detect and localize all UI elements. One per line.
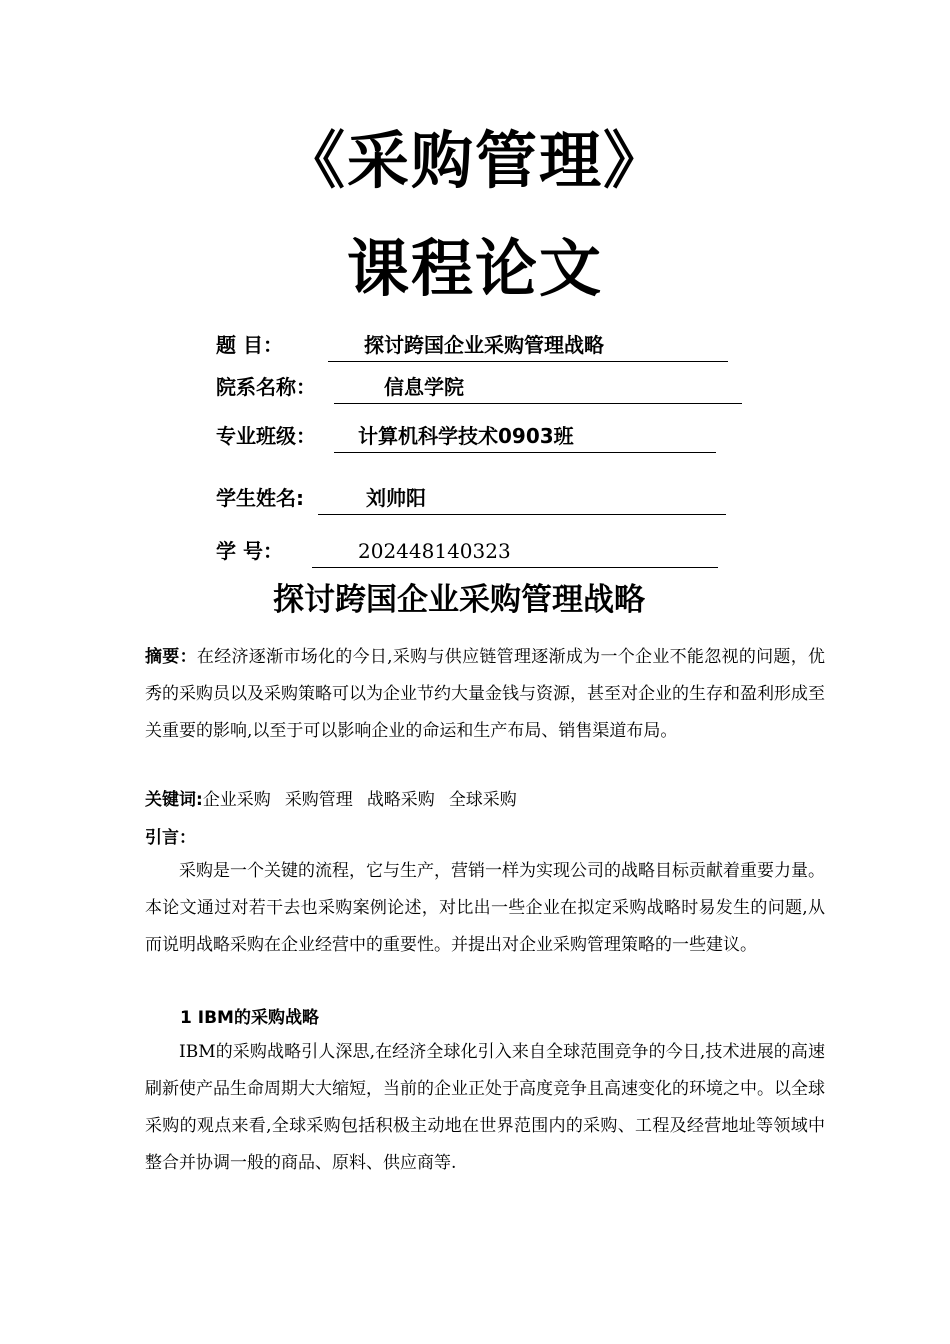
keywords-label: 关键词:: [145, 790, 203, 810]
field-label: 学生姓名:: [216, 486, 304, 510]
field-value: 探讨跨国企业采购管理战略: [364, 333, 604, 357]
field-value: 202448140323: [358, 539, 511, 563]
field-value-underline: [328, 330, 728, 362]
intro-heading: 引言：: [145, 828, 196, 848]
field-label: 学 号：: [216, 539, 283, 563]
section-heading: 1 IBM的采购战略: [180, 1008, 319, 1028]
keyword: 采购管理: [284, 790, 353, 810]
field-value: 刘帅阳: [366, 486, 426, 510]
field-label: 院系名称：: [216, 375, 316, 399]
field-value-underline: [334, 372, 742, 404]
field-value: 计算机科学技术0903班: [358, 424, 574, 448]
intro-paragraph: 采购是一个关键的流程，它与生产，营销一样为实现公司的战略目标贡献着重要力量。本论文通过对若干去也采购案例论述，对比出一些企业在拟定采购战略时易发生的问题,从而说明战略采购在企业经营中的重要性。并提出对企业采购管理策略的一些建议。: [145, 861, 825, 955]
abstract-label: 摘要：: [145, 647, 197, 667]
field-value: 信息学院: [384, 375, 464, 399]
cover-title-line1: 《采购管理》: [282, 124, 667, 197]
abstract-text: 在经济逐渐市场化的今日,采购与供应链管理逐渐成为一个企业不能忽视的问题，优秀的采购员以及采购策略可以为企业节约大量金钱与资源，甚至对企业的生存和盈利形成至关重要的影响,以至于可以影响企业的命运和生产布局、销售渠道布局。: [145, 647, 826, 741]
keyword: 战略采购: [366, 790, 435, 810]
article-title: 探讨跨国企业采购管理战略: [273, 582, 645, 618]
field-label: 题 目：: [216, 333, 283, 357]
section-paragraph: IBM的采购战略引人深思,在经济全球化引入来自全球范围竞争的今日,技术进展的高速刷新使产品生命周期大大缩短，当前的企业正处于高度竞争且高速变化的环境之中。以全球采购的观点来看,全球采购包括积极主动地在世界范围内的采购、工程及经营地址等领域中整合并协调一般的商品、原料、供应商等.: [145, 1042, 825, 1173]
cover-title-line2: 课程论文: [346, 232, 603, 305]
keyword: 企业采购: [202, 790, 271, 810]
field-value-underline: [334, 421, 716, 453]
keywords-line: [145, 785, 517, 815]
field-label: 专业班级：: [216, 424, 316, 448]
abstract-paragraph: [145, 639, 825, 750]
field-value-underline: [312, 536, 718, 568]
field-value-underline: [318, 483, 726, 515]
keyword: 全球采购: [448, 790, 517, 810]
